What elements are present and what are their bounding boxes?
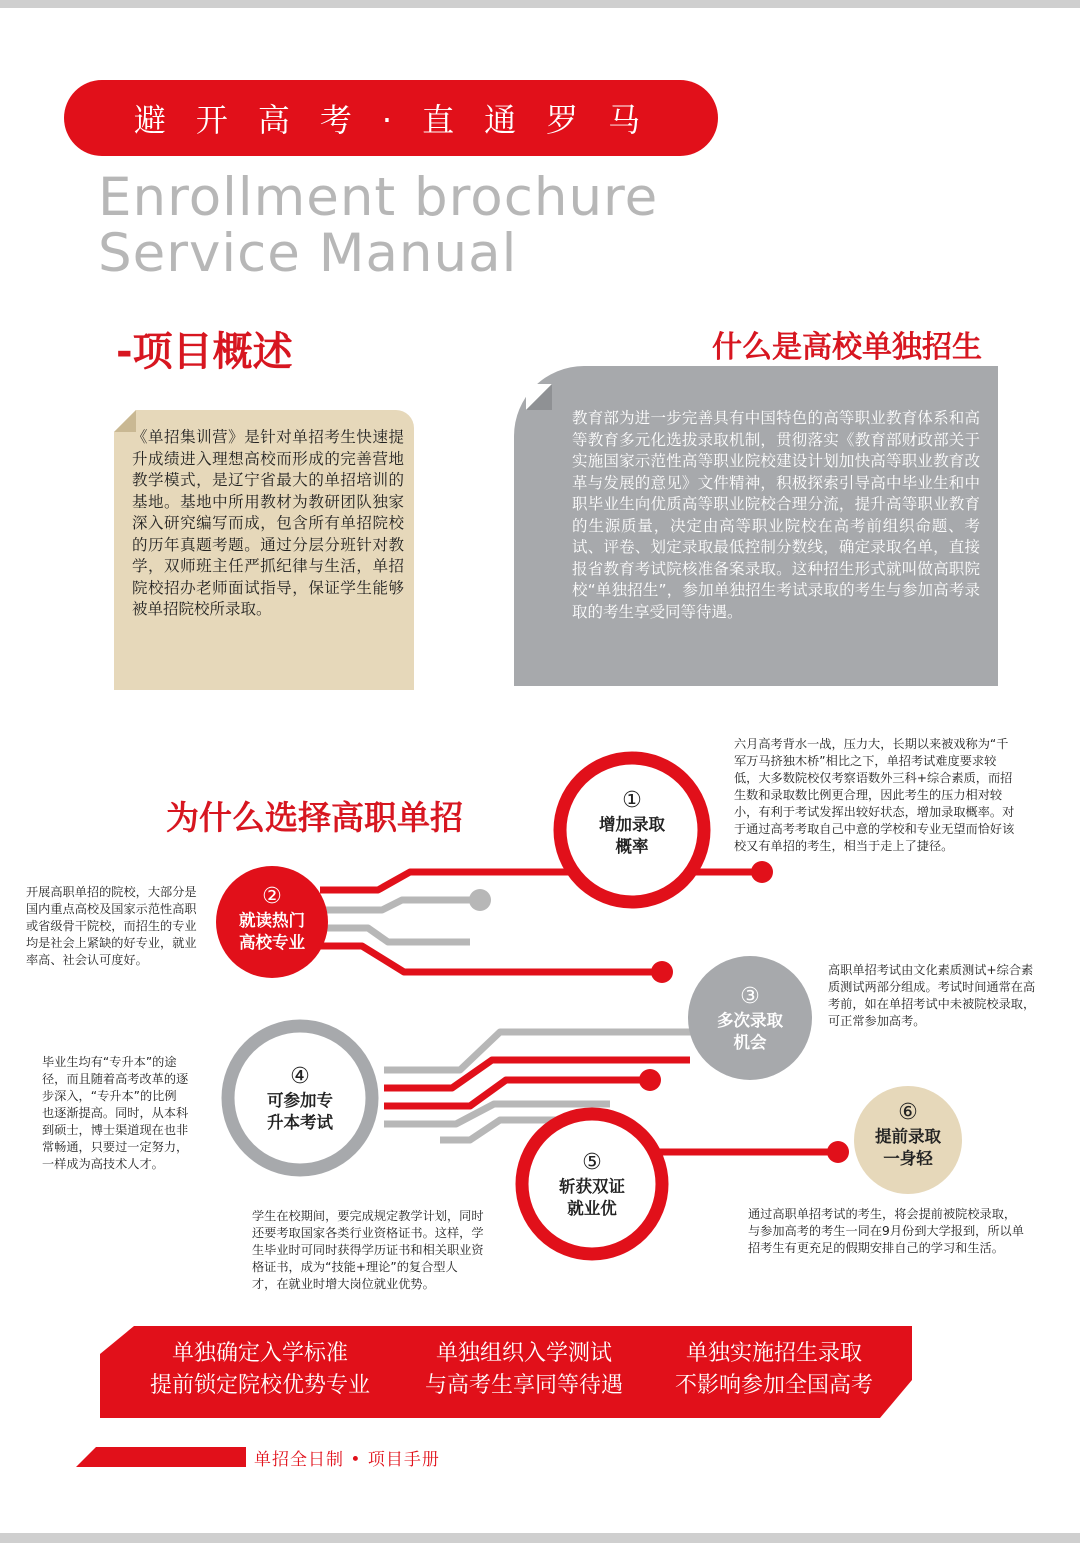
bottom-banner-notch xyxy=(100,1326,140,1356)
top-strip xyxy=(0,0,1080,8)
desc-2-line: 均是社会上紧缺的好专业，就业 xyxy=(26,936,197,950)
circle-4-line1: 可参加专 xyxy=(267,1091,333,1110)
desc-6-line: 通过高职单招考试的考生，将会提前被院校录取， xyxy=(748,1207,1017,1221)
desc-5-line: 生毕业时可同时获得学历证书和相关职业资 xyxy=(252,1243,484,1257)
what-is-heading: 什么是高校单独招生 xyxy=(712,330,982,365)
banner-column-1 xyxy=(140,1338,380,1402)
banner-column-2 xyxy=(404,1338,644,1402)
circle-3-number: ③ xyxy=(740,984,760,1009)
circle-6-number: ⑥ xyxy=(898,1100,918,1125)
circle-1-line2: 概率 xyxy=(615,837,649,856)
desc-1 xyxy=(734,736,1054,855)
banner-column-3-line2: 不影响参加全国高考 xyxy=(674,1373,873,1398)
desc-4-line: 也逐渐提高。同时，从本科 xyxy=(42,1106,189,1120)
circle-5 xyxy=(542,1150,642,1220)
desc-5-line: 还要考取国家各类行业资格证书。这样，学 xyxy=(252,1226,484,1240)
circle-5-number: ⑤ xyxy=(582,1150,602,1175)
banner-column-2-line2: 与高考生享同等待遇 xyxy=(424,1373,623,1398)
circle-1 xyxy=(582,788,682,858)
desc-1-line: 低，大多数院校仅考察语数外三科+综合素质，而招 xyxy=(734,771,1013,785)
desc-1-line: 校又有单招的考生，相当于走上了捷径。 xyxy=(734,839,954,853)
desc-3-line: 考前，如在单招考试中未被院校录取， xyxy=(828,997,1036,1011)
circle-5-line2: 就业优 xyxy=(567,1199,617,1218)
circle-2-line2: 高校专业 xyxy=(239,933,305,952)
desc-4 xyxy=(42,1054,212,1173)
desc-4-line: 常畅通，只要过一定努力， xyxy=(42,1140,189,1154)
connector-2-gray xyxy=(320,900,480,910)
circle-3-line1: 多次录取 xyxy=(717,1011,783,1030)
desc-3 xyxy=(828,962,1064,1030)
banner-column-3 xyxy=(654,1338,894,1402)
what-is-text: 教育部为进一步完善具有中国特色的高等职业教育体系和高等教育多元化选拔录取机制，贯彻落实《教育部财政部关于实施国家示范性高等职业院校建设计划加快高等职业教育改革与发展的意见》文件精神，积极探索引导高中毕业生和中职毕业生向优质高等职业院校合理分流，提升高等职业教育的生源质量，决定由高等职业院校在高考前组织命题、考试、评卷、划定录取最低控制分数线，确定录取名单，直接报省教育考试院核准备案录取。这种招生形式就叫做高职院校“单独招生”，参加单独招生考试录取的考生与参加高考录取的考生享受同等待遇。 xyxy=(572,409,980,621)
banner-column-3-line1: 单独实施招生录取 xyxy=(685,1341,862,1366)
bottom-strip xyxy=(0,1533,1080,1543)
circle-1-line1: 增加录取 xyxy=(599,815,665,834)
circle-6-line2: 一身轻 xyxy=(883,1149,933,1168)
footer-text: 单招全日制 • 项目手册 xyxy=(254,1450,440,1470)
desc-2-line: 开展高职单招的院校，大部分是 xyxy=(26,885,197,899)
desc-5-line: 格证书，成为“技能+理论”的复合型人 xyxy=(252,1260,458,1274)
banner-column-1-line2: 提前锁定院校优势专业 xyxy=(149,1373,370,1398)
circle-4-line2: 升本考试 xyxy=(267,1113,333,1132)
banner-column-2-line1: 单独组织入学测试 xyxy=(435,1341,612,1366)
english-title-line1: Enrollment brochure xyxy=(98,167,659,228)
footer-bar xyxy=(76,1447,246,1467)
circle-4 xyxy=(250,1064,350,1134)
overview-heading: -项目概述 xyxy=(116,329,293,375)
desc-1-line: 小，有利于考试发挥出较好状态，增加录取概率。对 xyxy=(734,805,1015,819)
english-title-line2: Service Manual xyxy=(98,223,518,284)
banner-column-1-line1: 单独确定入学标准 xyxy=(171,1341,348,1366)
desc-1-line: 军万马挤独木桥”相比之下，单招考试难度要求较 xyxy=(734,754,997,768)
desc-6 xyxy=(748,1206,1058,1257)
desc-4-line: 一样成为高技术人才。 xyxy=(42,1157,164,1171)
connector-2-3 xyxy=(320,946,660,972)
connector-4-3 xyxy=(384,1032,740,1070)
overview-text: 《单招集训营》是针对单招考生快速提升成绩进入理想高校而形成的完善营地教学模式，是辽宁省最大的单招培训的基地。基地中所用教材为教研团队独家深入研究编写而成，包含所有单招院校的历年真题考题。通过分层分班针对教学，双师班主任严抓纪律与生活，单招院校招办老师面试指导，保证学生能够被单招院校所录取。 xyxy=(132,428,404,618)
circle-2 xyxy=(222,884,322,954)
circle-2-number: ② xyxy=(262,884,282,909)
desc-4-line: 毕业生均有“专升本”的途 xyxy=(42,1055,177,1069)
desc-1-line: 六月高考背水一战，压力大，长期以来被戏称为“千 xyxy=(734,737,1009,751)
desc-6-line: 招考生有更充足的假期安排自己的学习和生活。 xyxy=(748,1241,1004,1255)
desc-2-line: 国内重点高校及国家示范性高职 xyxy=(26,902,197,916)
desc-3-line: 质测试两部分组成。考试时间通常在高 xyxy=(828,980,1036,994)
circle-2-line1: 就读热门 xyxy=(239,911,305,930)
desc-3-line: 高职单招考试由文化素质测试+综合素 xyxy=(828,963,1034,977)
desc-1-line: 生数和录取数比例更合理，因此考生的压力相对较 xyxy=(734,788,1003,802)
desc-5-line: 学生在校期间，要完成规定教学计划，同时 xyxy=(252,1209,484,1223)
circle-6 xyxy=(858,1100,958,1170)
desc-1-line: 于通过高考考取自己中意的学校和专业无望而恰好该 xyxy=(734,822,1015,836)
english-title xyxy=(98,167,659,284)
banner-text: 避开高考·直通罗马 xyxy=(133,101,671,139)
connector-2-gray-b xyxy=(320,928,470,942)
circle-3 xyxy=(700,984,800,1054)
desc-6-line: 与参加高考的考生一同在9月份到大学报到，所以单 xyxy=(748,1224,1024,1238)
desc-4-line: 到硕士，博士渠道现在也非 xyxy=(42,1123,189,1137)
desc-5-line: 才，在就业时增大岗位就业优势。 xyxy=(252,1277,435,1291)
circle-5-line1: 斩获双证 xyxy=(559,1177,625,1196)
desc-4-line: 径，而且随着高考改革的逐 xyxy=(42,1072,189,1086)
desc-3-line: 可正常参加高考。 xyxy=(828,1014,926,1028)
desc-2-line: 率高、社会认可度好。 xyxy=(26,953,148,967)
circle-1-number: ① xyxy=(622,788,642,813)
what-is-box-corner-mark xyxy=(526,384,552,410)
why-heading: 为什么选择高职单招 xyxy=(166,798,463,837)
desc-4-line: 步深入，“专升本”的比例 xyxy=(42,1089,177,1103)
circle-4-number: ④ xyxy=(290,1064,310,1089)
desc-5 xyxy=(252,1208,522,1293)
desc-2-line: 或省级骨干院校，而招生的专业 xyxy=(26,919,197,933)
circle-3-line2: 机会 xyxy=(733,1033,767,1052)
circle-6-line1: 提前录取 xyxy=(875,1127,941,1146)
desc-2 xyxy=(26,884,222,969)
